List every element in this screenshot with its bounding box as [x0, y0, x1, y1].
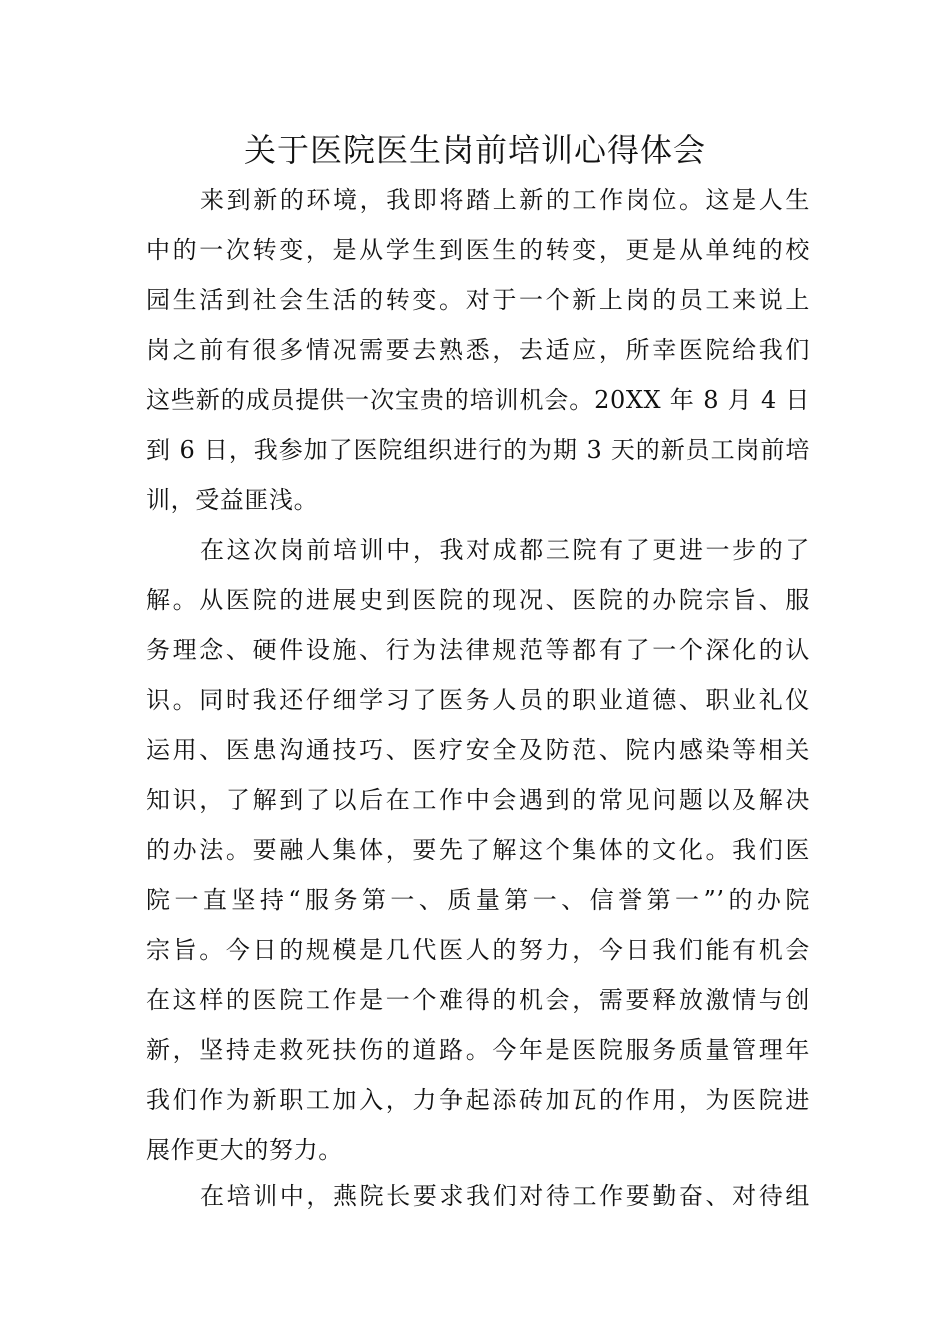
paragraph-line: 在这样的医院工作是一个难得的机会，需要释放激情与创: [146, 986, 810, 1014]
paragraph-line: 这些新的成员提供一次宝贵的培训机会。20XX 年 8 月 4 日: [146, 386, 810, 414]
paragraph-3: [146, 1171, 810, 1221]
paragraph-line: 知识，了解到了以后在工作中会遇到的常见问题以及解决: [146, 786, 810, 814]
paragraph-line: 在这次岗前培训中，我对成都三院有了更进一步的了: [200, 536, 810, 564]
paragraph-line: 解。从医院的进展史到医院的现况、医院的办院宗旨、服: [146, 586, 810, 614]
document-title: 关于医院医生岗前培训心得体会: [243, 131, 706, 169]
paragraph-line: 到 6 日，我参加了医院组织进行的为期 3 天的新员工岗前培: [146, 436, 810, 464]
paragraph-line: 院一直坚持“服务第一、质量第一、信誉第一”’的办院: [146, 886, 810, 914]
paragraph-line: 展作更大的努力。: [146, 1136, 343, 1164]
paragraph-line: 运用、医患沟通技巧、医疗安全及防范、院内感染等相关: [146, 736, 810, 764]
paragraph-line: 识。同时我还仔细学习了医务人员的职业道德、职业礼仪: [146, 686, 810, 714]
paragraph-line: 我们作为新职工加入，力争起添砖加瓦的作用，为医院进: [146, 1086, 810, 1114]
paragraph-line: 岗之前有很多情况需要去熟悉，去适应，所幸医院给我们: [146, 336, 810, 364]
paragraph-1: [146, 175, 810, 525]
paragraph-line: 园生活到社会生活的转变。对于一个新上岗的员工来说上: [146, 286, 810, 314]
paragraph-line: 的办法。要融人集体，要先了解这个集体的文化。我们医: [146, 836, 810, 864]
paragraph-line: 训，受益匪浅。: [146, 486, 319, 514]
paragraph-line: 在培训中，燕院长要求我们对待工作要勤奋、对待组: [200, 1182, 810, 1210]
paragraph-line: 宗旨。今日的规模是几代医人的努力，今日我们能有机会: [146, 936, 810, 964]
paragraph-2: [146, 525, 810, 1175]
paragraph-line: 新，坚持走救死扶伤的道路。今年是医院服务质量管理年: [146, 1036, 810, 1064]
paragraph-line: 来到新的环境，我即将踏上新的工作岗位。这是人生: [200, 186, 810, 214]
paragraph-line: 中的一次转变，是从学生到医生的转变，更是从单纯的校: [146, 236, 810, 264]
paragraph-line: 务理念、硬件设施、行为法律规范等都有了一个深化的认: [146, 636, 810, 664]
